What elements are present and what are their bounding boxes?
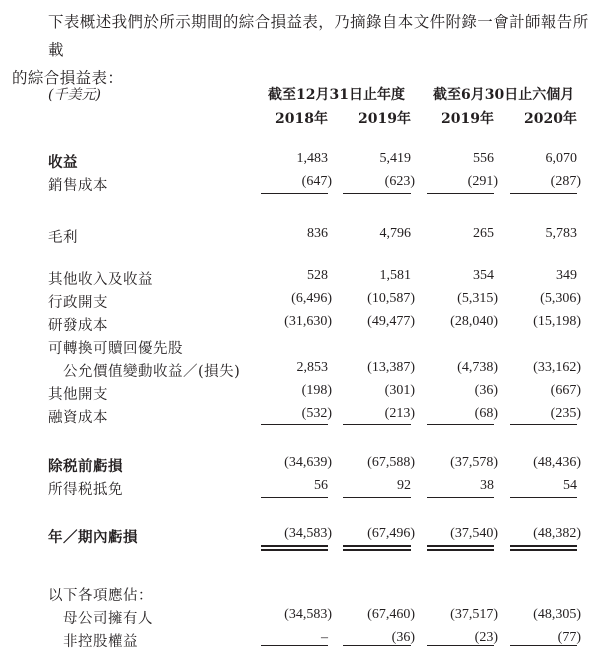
cell: (287) (550, 174, 581, 189)
subtotal-rule (343, 424, 411, 425)
table-row (0, 151, 612, 173)
cell: 836 (307, 226, 328, 241)
total-double-rule (427, 545, 494, 547)
row-label: 收益 (48, 154, 78, 171)
total-double-rule (427, 549, 494, 551)
subtotal-rule (427, 193, 494, 194)
subtotal-rule (427, 424, 494, 425)
cell: (48,305) (533, 607, 581, 622)
subtotal-rule (427, 497, 494, 498)
subtotal-rule (261, 645, 328, 646)
cell: (5,306) (540, 291, 581, 306)
subtotal-rule (261, 497, 328, 498)
row-label: 以下各項應佔： (48, 588, 153, 604)
cell: (31,630) (284, 314, 332, 329)
cell: 354 (473, 268, 494, 283)
subtotal-rule (510, 645, 577, 646)
cell: (33,162) (533, 360, 581, 375)
cell: – (321, 630, 328, 645)
row-label: 其他開支 (48, 387, 108, 403)
unit-label: (千美元) (48, 87, 101, 103)
cell: (67,460) (367, 607, 415, 622)
row-label: 毛利 (48, 230, 78, 246)
cell: (37,540) (450, 526, 498, 541)
table-row (0, 607, 612, 629)
cell: (13,387) (367, 360, 415, 375)
total-double-rule (510, 549, 577, 551)
subtotal-rule (510, 424, 577, 425)
cell: (5,315) (457, 291, 498, 306)
cell: 54 (563, 478, 577, 493)
intro-paragraph (12, 8, 602, 92)
intro-line-1: 下表概述我們於所示期間的綜合損益表，乃摘錄自本文件附錄一會計師報告所載 (48, 13, 589, 59)
table-row (0, 455, 612, 477)
row-label: 除税前虧損 (48, 458, 123, 475)
cell: 92 (397, 478, 411, 493)
row-label: 銷售成本 (48, 178, 108, 194)
cell: 5,783 (545, 226, 577, 241)
subtotal-rule (261, 193, 328, 194)
cell: (67,588) (367, 455, 415, 470)
row-label: 研發成本 (48, 318, 108, 334)
subtotal-rule (261, 424, 328, 425)
cell: (37,517) (450, 607, 498, 622)
row-label: 母公司擁有人 (63, 611, 153, 627)
cell: (68) (474, 406, 498, 421)
row-label: 非控股權益 (63, 634, 138, 650)
subtotal-rule (510, 497, 577, 498)
cell: (34,583) (284, 526, 332, 541)
subtotal-rule (343, 645, 411, 646)
column-header-2018: 2018年 (275, 111, 328, 127)
cell: (67,496) (367, 526, 415, 541)
cell: (291) (467, 174, 498, 189)
row-label: 年／期內虧損 (48, 529, 138, 546)
table-row (0, 383, 612, 405)
cell: (77) (557, 630, 581, 645)
row-label: 融資成本 (48, 410, 108, 426)
total-double-rule (510, 545, 577, 547)
cell: (28,040) (450, 314, 498, 329)
cell: (48,436) (533, 455, 581, 470)
table-row (0, 226, 612, 248)
cell: 4,796 (379, 226, 411, 241)
subtotal-rule (343, 193, 411, 194)
cell: (4,738) (457, 360, 498, 375)
total-double-rule (343, 545, 411, 547)
intro-line-2: 的綜合損益表： (12, 69, 124, 87)
cell: (23) (474, 630, 498, 645)
cell: (49,477) (367, 314, 415, 329)
cell: 56 (314, 478, 328, 493)
subtotal-rule (343, 497, 411, 498)
cell: (235) (550, 406, 581, 421)
cell: (36) (474, 383, 498, 398)
cell: (34,583) (284, 607, 332, 622)
row-label: 所得税抵免 (48, 482, 123, 498)
cell: 1,483 (296, 151, 328, 166)
table-row (0, 584, 612, 606)
total-double-rule (261, 549, 328, 551)
column-header-2019-annual: 2019年 (358, 111, 411, 127)
table-row (0, 268, 612, 290)
cell: (532) (301, 406, 332, 421)
cell: (37,578) (450, 455, 498, 470)
group-header-six-months: 截至6月30日止六個月 (433, 87, 575, 103)
cell: (15,198) (533, 314, 581, 329)
cell: (34,639) (284, 455, 332, 470)
column-header-2019-half: 2019年 (441, 111, 494, 127)
total-double-rule (261, 545, 328, 547)
group-header-annual: 截至12月31日止年度 (268, 87, 405, 103)
row-label: 公允價值變動收益／(損失) (63, 364, 241, 380)
table-row (0, 314, 612, 336)
table-row (0, 360, 612, 382)
total-double-rule (343, 549, 411, 551)
row-label: 可轉換可贖回優先股 (48, 341, 183, 357)
cell: 349 (556, 268, 577, 283)
cell: (623) (384, 174, 415, 189)
subtotal-rule (427, 645, 494, 646)
cell: 528 (307, 268, 328, 283)
cell: 5,419 (379, 151, 411, 166)
cell: (36) (391, 630, 415, 645)
cell: 265 (473, 226, 494, 241)
subtotal-rule (510, 193, 577, 194)
row-label: 行政開支 (48, 295, 108, 311)
cell: (198) (301, 383, 332, 398)
cell: 6,070 (545, 151, 577, 166)
cell: (213) (384, 406, 415, 421)
cell: (667) (550, 383, 581, 398)
cell: (647) (301, 174, 332, 189)
cell: (301) (384, 383, 415, 398)
cell: (6,496) (291, 291, 332, 306)
cell: 556 (473, 151, 494, 166)
cell: (48,382) (533, 526, 581, 541)
table-row (0, 630, 612, 652)
table-row (0, 337, 612, 359)
cell: 2,853 (296, 360, 328, 375)
table-row (0, 291, 612, 313)
cell: 1,581 (379, 268, 411, 283)
row-label: 其他收入及收益 (48, 272, 153, 288)
cell: (10,587) (367, 291, 415, 306)
column-header-2020: 2020年 (524, 111, 577, 127)
cell: 38 (480, 478, 494, 493)
